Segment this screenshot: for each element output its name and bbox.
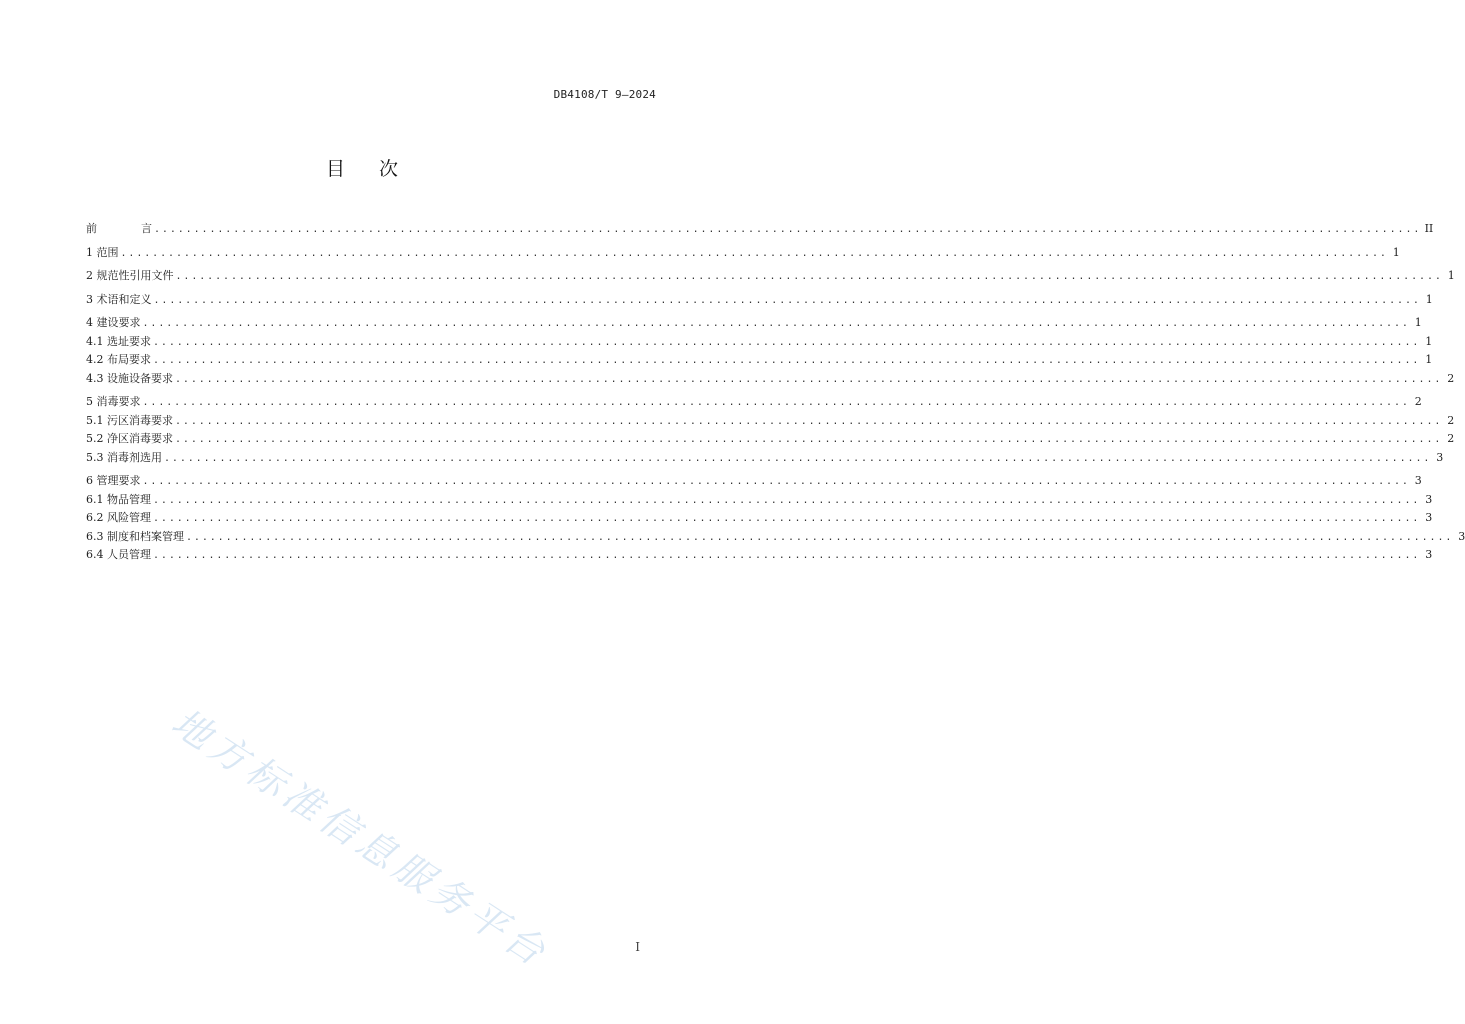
toc-entry-label: 4.1 选址要求 xyxy=(86,334,151,348)
document-code: DB4108/T 9—2024 xyxy=(553,88,656,101)
toc-entry-label: 4.3 设施设备要求 xyxy=(86,371,173,385)
page-title xyxy=(0,154,724,181)
toc-entry-label: 6.2 风险管理 xyxy=(86,511,151,524)
toc-group xyxy=(86,267,1455,286)
toc-entry-page: 2 xyxy=(1447,432,1455,445)
toc-leader-dots: ................................................................................................................................................................ xyxy=(154,224,1422,235)
toc-entry[interactable] xyxy=(86,528,1465,547)
toc-leader-dots: ................................................................................................................................................................ xyxy=(142,476,1410,487)
toc-entry-page: 1 xyxy=(1392,245,1400,259)
toc-group xyxy=(86,314,1455,388)
toc-entry-label: 5.2 净区消毒要求 xyxy=(86,432,173,445)
toc-entry[interactable] xyxy=(86,244,1400,263)
toc-leader-dots: ................................................................................................................................................................ xyxy=(153,550,1421,561)
toc-entry-label: 2 规范性引用文件 xyxy=(86,269,174,282)
toc-leader-dots: ................................................................................................................................................................ xyxy=(142,397,1410,408)
toc-entry-label: 5.3 消毒剂选用 xyxy=(86,450,162,464)
toc-group xyxy=(86,472,1465,565)
toc-leader-dots: ................................................................................................................................................................ xyxy=(175,373,1443,385)
toc-leader-dots: ................................................................................................................................................................ xyxy=(164,452,1432,464)
toc-entry-page: 1 xyxy=(1425,334,1433,348)
toc-entry[interactable] xyxy=(86,351,1433,370)
toc-entry[interactable] xyxy=(86,430,1455,449)
toc-group xyxy=(86,244,1400,263)
toc-entry-label: 6.4 人员管理 xyxy=(86,548,151,561)
toc-entry-label: 1 范围 xyxy=(86,245,119,259)
toc-entry-page: 3 xyxy=(1425,548,1433,561)
toc-entry-page: 1 xyxy=(1425,292,1433,306)
toc-entry[interactable] xyxy=(86,370,1455,389)
toc-entry-page: 2 xyxy=(1414,395,1422,408)
toc-entry-page: 3 xyxy=(1414,474,1422,487)
toc-entry[interactable] xyxy=(86,267,1455,286)
toc-leader-dots: ................................................................................................................................................................ xyxy=(153,294,1421,306)
toc-entry[interactable] xyxy=(86,546,1433,565)
toc-entry-page: 3 xyxy=(1425,492,1433,506)
toc-entry[interactable] xyxy=(86,333,1433,352)
toc-group xyxy=(86,291,1433,310)
toc-leader-dots: ................................................................................................................................................................ xyxy=(175,434,1443,445)
watermark: 地方标准信息服务平台 xyxy=(164,699,558,977)
toc-entry-label: 6.3 制度和档案管理 xyxy=(86,529,184,543)
toc-entry-label: 3 术语和定义 xyxy=(86,292,152,306)
toc-entry-page: 2 xyxy=(1447,413,1455,427)
toc-entry[interactable] xyxy=(86,220,1434,239)
toc-entry[interactable] xyxy=(86,412,1455,431)
page-number: I xyxy=(635,940,640,954)
toc-entry[interactable] xyxy=(86,449,1444,468)
toc-entry-label: 4.2 布局要求 xyxy=(86,353,151,366)
toc-entry-page: 3 xyxy=(1458,529,1465,543)
toc-entry[interactable] xyxy=(86,472,1422,491)
toc-entry-page: 1 xyxy=(1414,316,1422,329)
toc-entry-page: 3 xyxy=(1436,450,1444,464)
toc-entry[interactable] xyxy=(86,393,1422,412)
title-char-2: 次 xyxy=(379,158,399,180)
toc-leader-dots: ................................................................................................................................................................ xyxy=(153,494,1421,506)
toc-entry-label: 5 消毒要求 xyxy=(86,395,141,408)
toc-entry-page: 3 xyxy=(1425,511,1433,524)
toc-entry[interactable] xyxy=(86,314,1422,333)
toc-entry-page: 2 xyxy=(1447,371,1455,385)
toc-leader-dots: ................................................................................................................................................................ xyxy=(175,415,1443,427)
toc-leader-dots: ................................................................................................................................................................ xyxy=(153,355,1421,366)
toc-entry-page: II xyxy=(1424,222,1434,235)
title-char-1: 目 xyxy=(325,158,345,180)
toc-entry-label: 4 建设要求 xyxy=(86,316,141,329)
toc-group xyxy=(86,393,1455,467)
toc-leader-dots: ................................................................................................................................................................ xyxy=(175,271,1443,282)
toc-entry[interactable] xyxy=(86,291,1433,310)
toc-entry[interactable] xyxy=(86,509,1433,528)
toc-entry-label: 6 管理要求 xyxy=(86,474,141,487)
toc-entry-label: 6.1 物品管理 xyxy=(86,492,151,506)
toc-leader-dots: ................................................................................................................................................................ xyxy=(153,513,1421,524)
toc-entry-page: 1 xyxy=(1425,353,1433,366)
toc-group xyxy=(86,220,1434,239)
toc-entry[interactable] xyxy=(86,491,1433,510)
toc-entry-label: 5.1 污区消毒要求 xyxy=(86,413,173,427)
toc-entry-page: 1 xyxy=(1447,269,1455,282)
table-of-contents xyxy=(86,220,1465,570)
toc-leader-dots: ................................................................................................................................................................ xyxy=(142,318,1410,329)
toc-leader-dots: ................................................................................................................................................................ xyxy=(186,531,1454,543)
toc-entry-label: 前 言 xyxy=(86,222,152,235)
toc-leader-dots: ................................................................................................................................................................ xyxy=(120,247,1388,259)
toc-leader-dots: ................................................................................................................................................................ xyxy=(153,336,1421,348)
